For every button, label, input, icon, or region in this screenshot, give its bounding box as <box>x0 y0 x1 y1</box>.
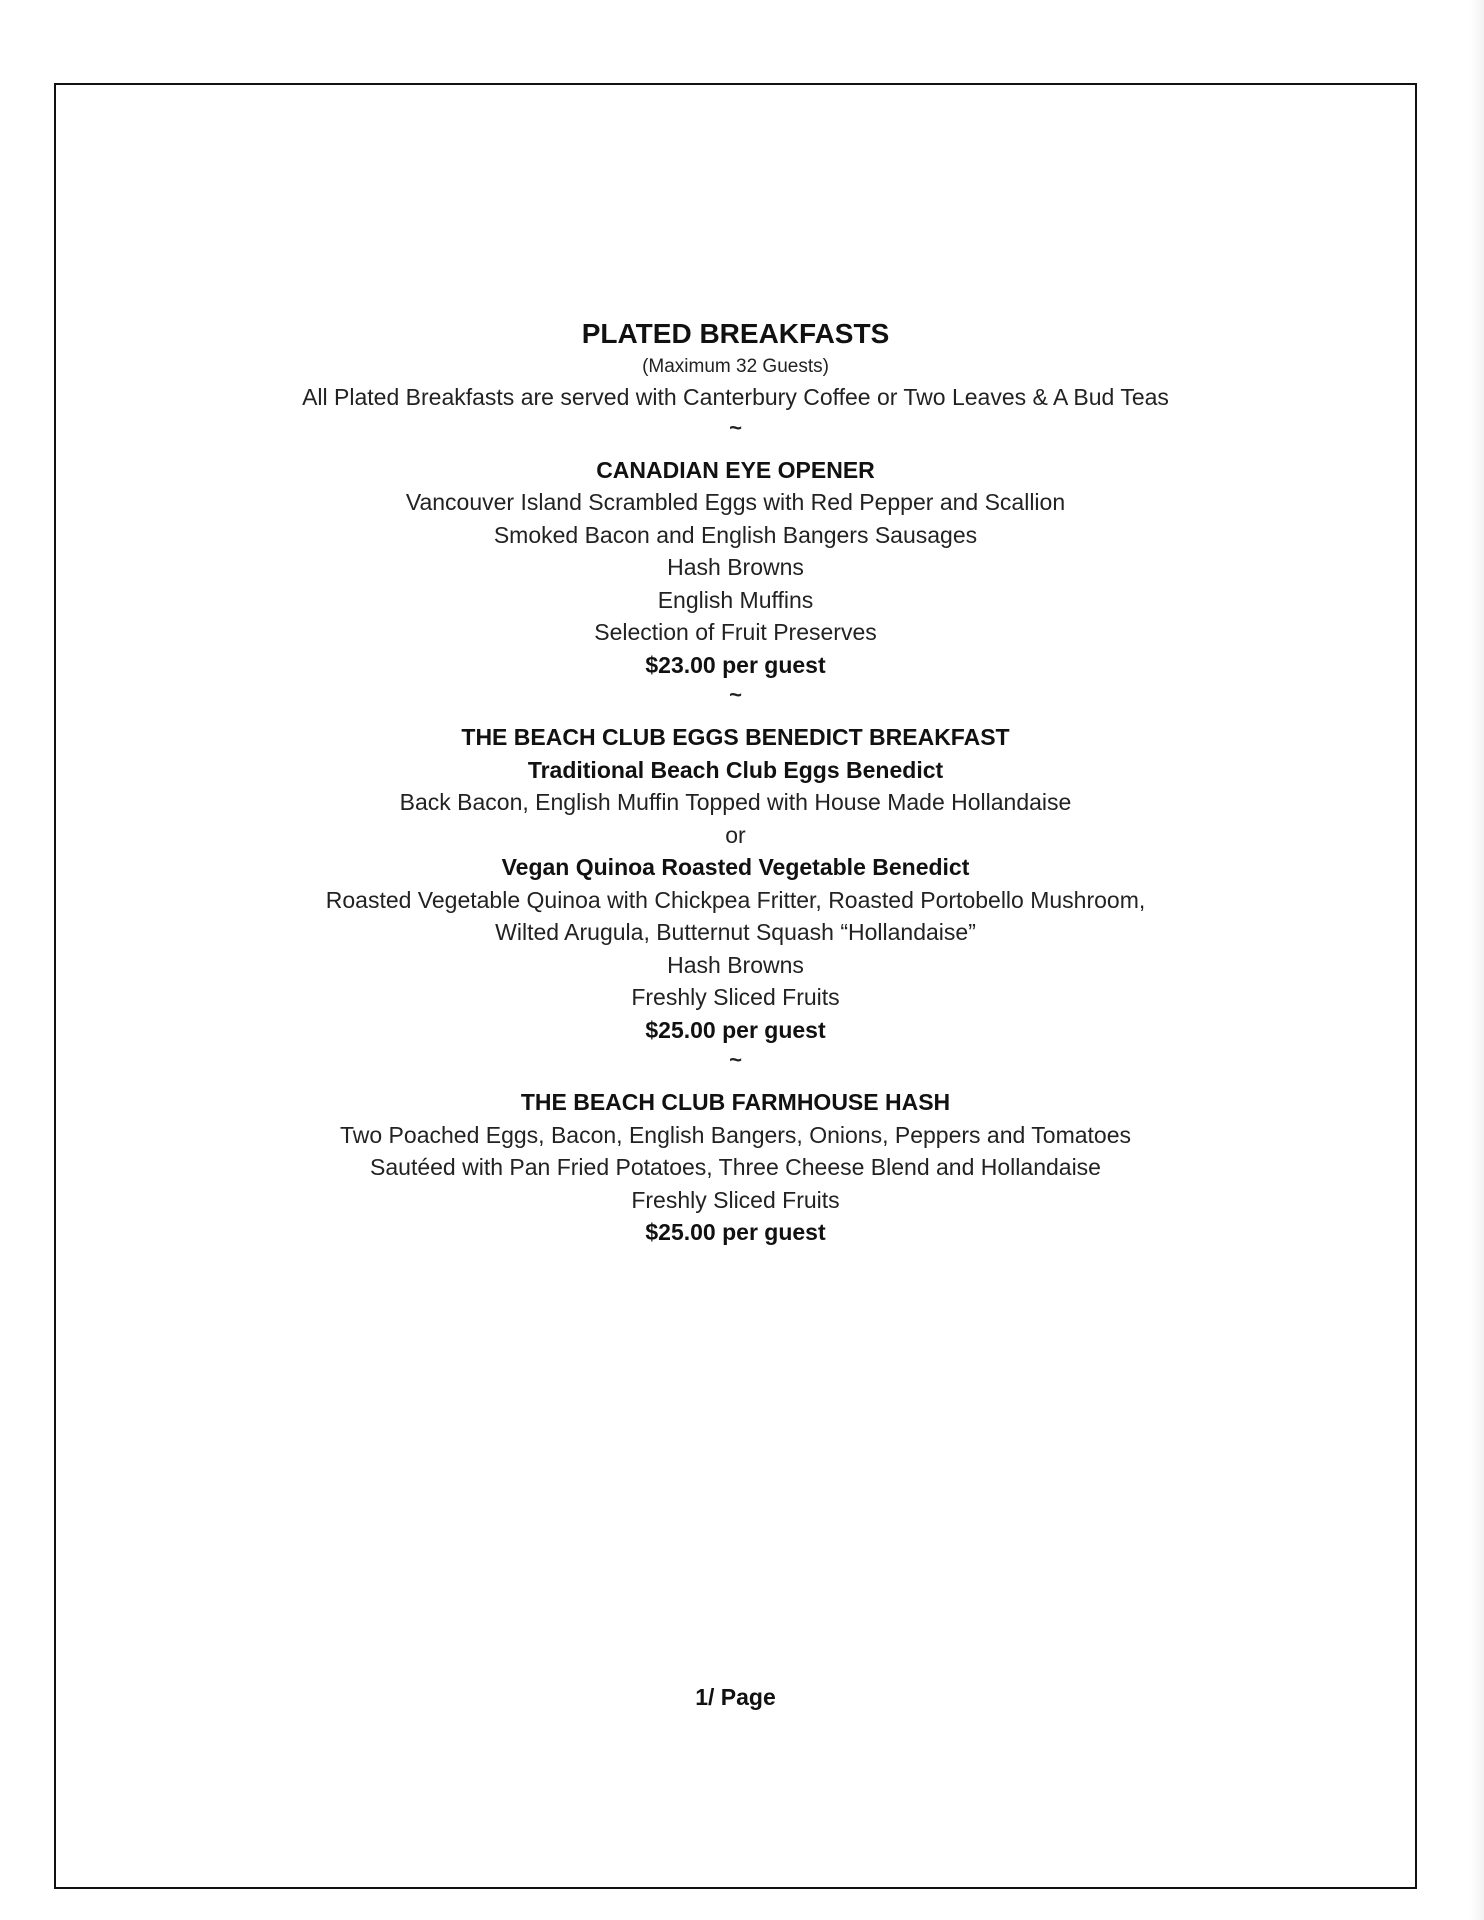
scan-edge <box>1470 0 1484 1920</box>
separator: ~ <box>729 1047 742 1072</box>
option-title: Traditional Beach Club Eggs Benedict <box>527 756 944 783</box>
menu-item: Selection of Fruit Preserves <box>594 619 877 645</box>
price: $25.00 per guest <box>645 1016 826 1043</box>
page-title: PLATED BREAKFASTS <box>581 318 890 349</box>
menu-item: English Muffins <box>657 586 814 613</box>
price: $23.00 per guest <box>645 651 826 678</box>
menu-item: Freshly Sliced Fruits <box>631 984 840 1010</box>
menu-item: Smoked Bacon and English Bangers Sausages <box>493 521 978 548</box>
guest-limit: (Maximum 32 Guests) <box>642 356 829 377</box>
or-label: or <box>725 821 746 848</box>
separator: ~ <box>729 682 742 707</box>
price: $25.00 per guest <box>645 1219 826 1245</box>
section-heading-eggs-benedict: THE BEACH CLUB EGGS BENEDICT BREAKFAST <box>461 724 1010 750</box>
menu-item: Vancouver Island Scrambled Eggs with Red Pepper and Scallion <box>405 489 1066 515</box>
menu-item: Two Poached Eggs, Bacon, English Bangers, Onions, Peppers and Tomatoes <box>339 1121 1131 1148</box>
menu-item: Hash Browns <box>667 554 804 580</box>
menu-item: Sautéed with Pan Fried Potatoes, Three Cheese Blend and Hollandaise <box>370 1154 1101 1180</box>
option-description: Wilted Arugula, Butternut Squash “Hollandaise” <box>495 919 976 945</box>
option-description: Roasted Vegetable Quinoa with Chickpea Fritter, Roasted Portobello Mushroom, <box>325 886 1146 913</box>
option-description: Back Bacon, English Muffin Topped with House Made Hollandaise <box>399 789 1072 815</box>
separator: ~ <box>729 414 742 440</box>
page-number: 1/ Page <box>695 1684 776 1710</box>
service-note: All Plated Breakfasts are served with Canterbury Coffee or Two Leaves & A Bud Teas <box>302 384 1169 410</box>
section-heading-farmhouse-hash: THE BEACH CLUB FARMHOUSE HASH <box>520 1089 951 1115</box>
section-heading-eye-opener: CANADIAN EYE OPENER <box>596 456 875 483</box>
menu-content <box>54 315 1417 1249</box>
menu-item: Freshly Sliced Fruits <box>631 1186 840 1213</box>
option-title: Vegan Quinoa Roasted Vegetable Benedict <box>501 854 970 880</box>
menu-item: Hash Browns <box>667 951 804 978</box>
